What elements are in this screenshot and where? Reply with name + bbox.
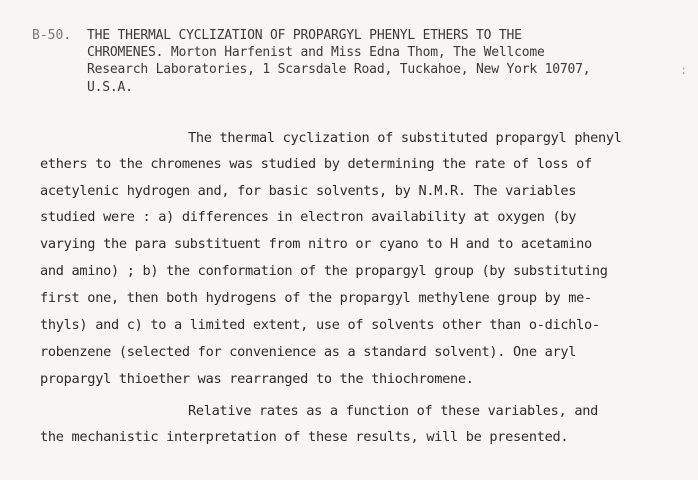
paragraph-line: and amino) ; b) the conformation of the propargyl group (by substituting (40, 263, 608, 279)
paragraph-line: varying the para substituent from nitro or cyano to H and to acetamino (40, 236, 592, 252)
paragraph-line: robenzene (selected for convenience as a standard solvent). One aryl (40, 344, 577, 360)
authors-line: CHROMENES. Morton Harfenist and Miss Edna Thom, The Wellcome (87, 45, 545, 60)
affiliation-line: Research Laboratories, 1 Scarsdale Road, Tuckahoe, New York 10707, (87, 62, 591, 77)
country-line: U.S.A. (87, 80, 133, 95)
paragraph-line: acetylenic hydrogen and, for basic solvents, by N.M.R. The variables (40, 183, 577, 199)
abstract-code: B-50. (32, 28, 72, 43)
paragraph-line: thyls) and c) to a limited extent, use of solvents other than o-dichlo- (40, 317, 600, 333)
paragraph-line: propargyl thioether was rearranged to the thiochromene. (40, 371, 474, 387)
title-line: THE THERMAL CYCLIZATION OF PROPARGYL PHENYL ETHERS TO THE (87, 28, 522, 43)
paragraph-line: Relative rates as a function of these variables, and (188, 403, 598, 419)
margin-mark: : (680, 63, 688, 77)
paragraph-line: ethers to the chromenes was studied by determining the rate of loss of (40, 156, 592, 172)
paragraph-line: the mechanistic interpretation of these results, will be presented. (40, 429, 569, 445)
paragraph-line: studied were : a) differences in electron availability at oxygen (by (40, 209, 577, 225)
paragraph-line: first one, then both hydrogens of the propargyl methylene group by me- (40, 290, 592, 306)
paragraph-line: The thermal cyclization of substituted propargyl phenyl (188, 130, 622, 146)
